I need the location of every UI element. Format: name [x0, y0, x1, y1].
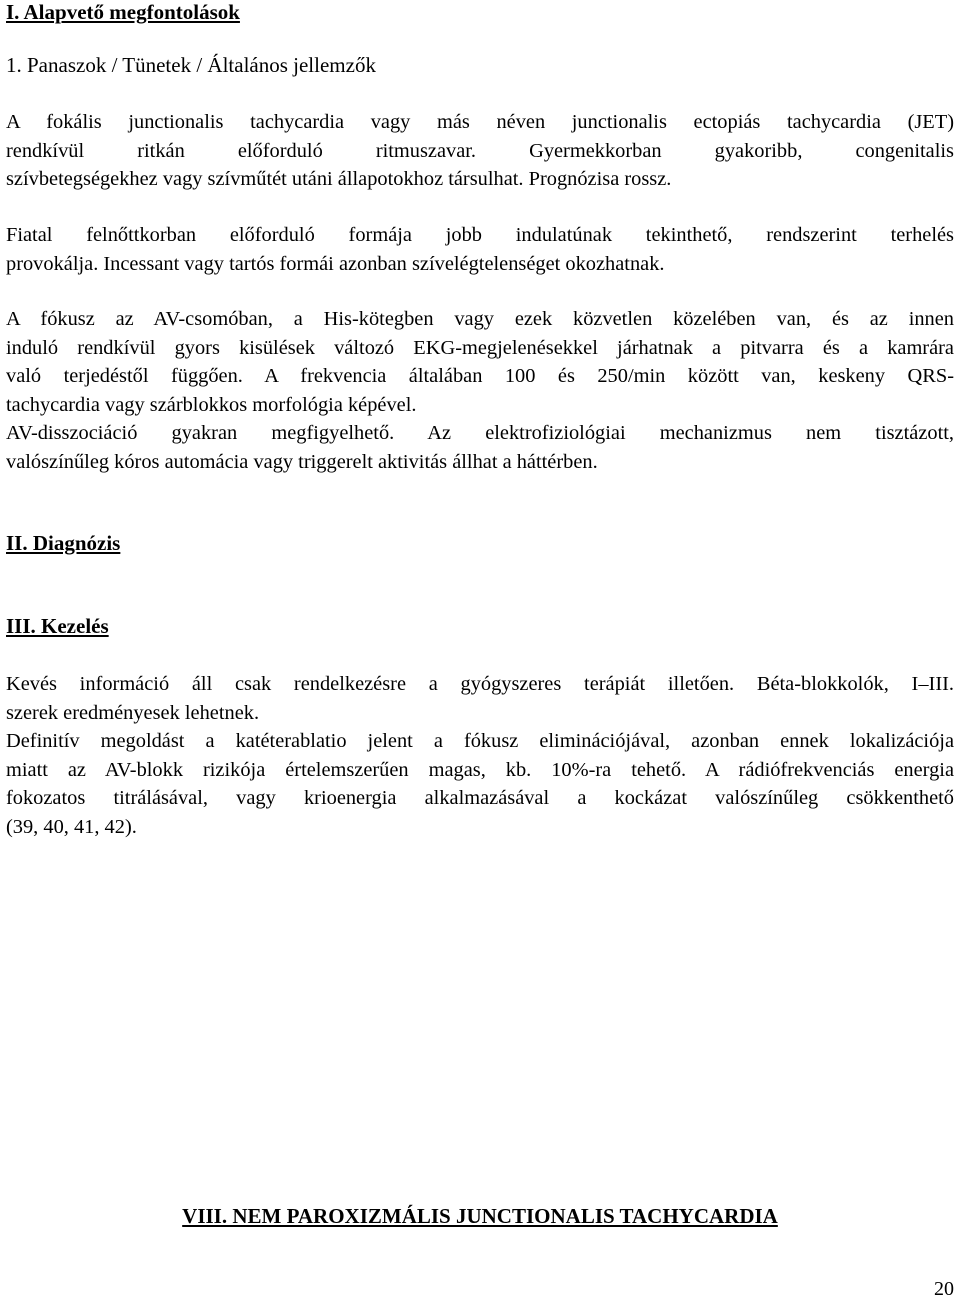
paragraph-line: Kevés információ áll csak rendelkezésre a gyógyszeres terápiát illetően. Béta-blokkolók, I–III. — [6, 673, 954, 695]
paragraph-line: Fiatal felnőttkorban előforduló formája jobb indulatúnak tekinthető, rendszerint terhelés — [6, 224, 954, 246]
chapter-title-next: VIII. NEM PAROXIZMÁLIS JUNCTIONALIS TACHYCARDIA — [182, 1204, 778, 1228]
page-number: 20 — [934, 1278, 954, 1300]
paragraph-line: A fokális junctionalis tachycardia vagy más néven junctionalis ectopiás tachycardia (JET) — [6, 111, 954, 133]
paragraph-line: Definitív megoldást a katéterablatio jelent a fókusz eliminációjával, azonban ennek lokalizációja — [6, 730, 954, 753]
paragraph-line: (39, 40, 41, 42). — [6, 815, 137, 838]
paragraph-line: provokálja. Incessant vagy tartós formái azonban szívelégtelenséget okozhatnak. — [6, 252, 665, 275]
paragraph-line: való terjedéstől függően. A frekvencia általában 100 és 250/min között van, keskeny QRS- — [6, 365, 954, 388]
paragraph-line: AV-disszociáció gyakran megfigyelhető. Az elektrofiziológiai mechanizmus nem tisztázott, — [6, 422, 954, 445]
paragraph-treatment — [6, 670, 954, 842]
paragraph-jet-intro — [6, 108, 954, 194]
paragraph-line: tachycardia vagy szárblokkos morfológia képével. — [6, 393, 417, 416]
section-title-diagnozis: II. Diagnózis — [6, 531, 121, 555]
subsection-title-panaszok: 1. Panaszok / Tünetek / Általános jellemzők — [6, 53, 376, 77]
paragraph-line: valószínűleg kóros automácia vagy triggerelt aktivitás állhat a háttérben. — [6, 450, 598, 473]
paragraph-line: miatt az AV-blokk rizikója értelemszerűen magas, kb. 10%-ra tehető. A rádiófrekvenciás energia — [6, 758, 954, 781]
paragraph-line: szívbetegségekhez vagy szívműtét utáni állapotokhoz társulhat. Prognózisa rossz. — [6, 168, 672, 191]
paragraph-line: fokozatos titrálásával, vagy krioenergia alkalmazásával a kockázat valószínűleg csökkenthető — [6, 787, 954, 810]
section-title-alapveto: I. Alapvető megfontolások — [6, 0, 240, 24]
paragraph-line: rendkívül ritkán előforduló ritmuszavar. Gyermekkorban gyakoribb, congenitalis — [6, 139, 954, 162]
paragraph-line: szerek eredményesek lehetnek. — [6, 701, 260, 724]
paragraph-focus-mechanism — [6, 305, 954, 477]
paragraph-line: A fókusz az AV-csomóban, a His-kötegben vagy ezek közvetlen közelében van, és az innen — [6, 308, 954, 330]
paragraph-line: induló rendkívül gyors kisülések változó EKG-megjelenésekkel járhatnak a pitvarra és a kamrára — [6, 336, 954, 359]
paragraph-adult-form — [6, 221, 954, 278]
section-title-kezeles: III. Kezelés — [6, 614, 109, 638]
